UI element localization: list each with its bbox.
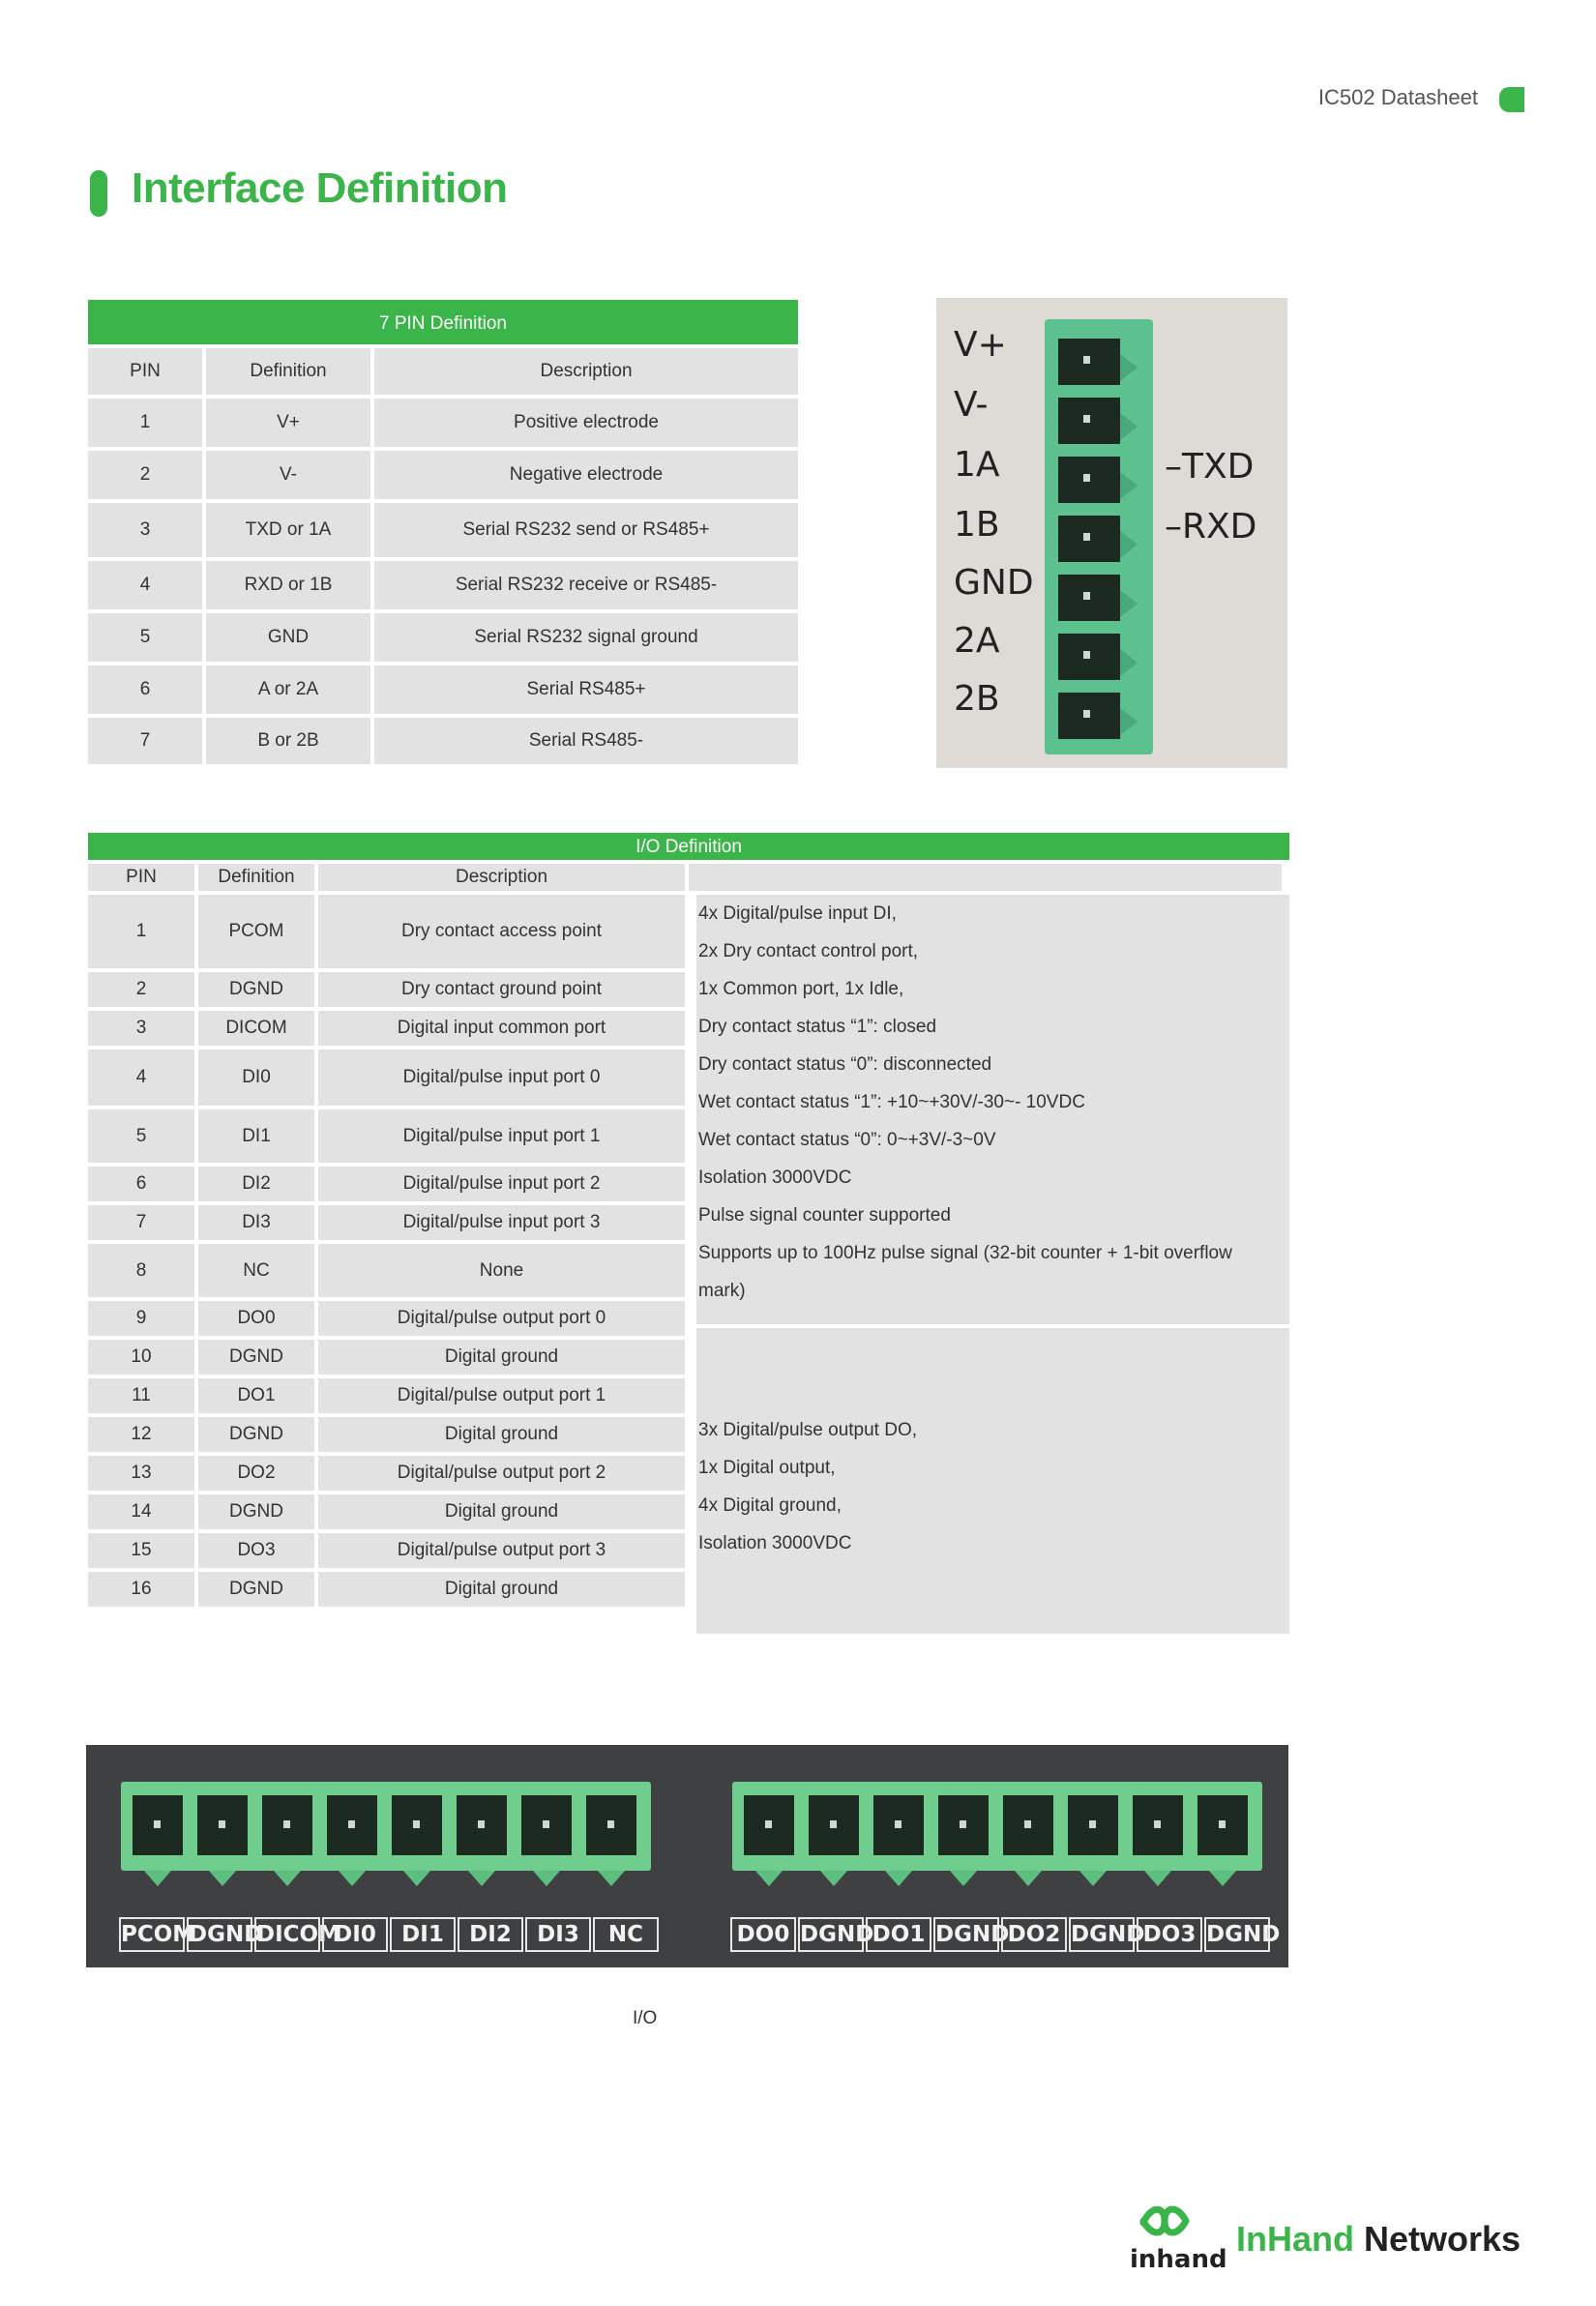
connector-side-label: –RXD bbox=[1165, 507, 1257, 547]
brand-name-green: InHand bbox=[1236, 2219, 1354, 2259]
header-tab-marker bbox=[1499, 87, 1524, 112]
connector-label: 1B bbox=[954, 505, 1000, 545]
io-description-cell: Digital/pulse output port 0 bbox=[318, 1301, 685, 1336]
section-title: Interface Definition bbox=[132, 164, 508, 212]
terminal-arrow bbox=[1120, 531, 1138, 558]
connector-label: 2A bbox=[954, 621, 1000, 661]
io-pin-cell: 8 bbox=[88, 1244, 194, 1297]
terminal-slot bbox=[392, 1795, 442, 1855]
connector-label: V+ bbox=[954, 325, 1007, 365]
io-output-note-line: 4x Digital ground, bbox=[698, 1495, 842, 1516]
io-input-note-line: 1x Common port, 1x Idle, bbox=[698, 979, 904, 999]
io-definition-cell: DICOM bbox=[198, 1011, 314, 1046]
io-description-cell: Digital/pulse input port 0 bbox=[318, 1050, 685, 1106]
terminal-slot bbox=[521, 1795, 572, 1855]
io-input-note-line: Wet contact status “1”: +10~+30V/-30~- 10VDC bbox=[698, 1092, 1085, 1112]
terminal-slot bbox=[1058, 634, 1120, 680]
io-output-notes bbox=[696, 1328, 1289, 1634]
io-definition-cell: DI2 bbox=[198, 1167, 314, 1201]
pin7-description-cell: Serial RS485+ bbox=[374, 665, 798, 714]
io-description-cell: Digital input common port bbox=[318, 1011, 685, 1046]
io-description-cell: Digital ground bbox=[318, 1572, 685, 1607]
connector-label: V- bbox=[954, 385, 989, 425]
terminal-group bbox=[732, 1782, 1262, 1871]
io-pin-cell: 9 bbox=[88, 1301, 194, 1336]
terminal-arrow bbox=[468, 1871, 495, 1886]
terminal-slot bbox=[744, 1795, 794, 1855]
pin7-connector-photo bbox=[936, 298, 1287, 768]
pin7-definition-cell: GND bbox=[206, 613, 370, 662]
io-pin-cell: 13 bbox=[88, 1456, 194, 1491]
io-pin-cell: 4 bbox=[88, 1050, 194, 1106]
pin7-pin-cell: 6 bbox=[88, 665, 202, 714]
terminal-slot bbox=[809, 1795, 859, 1855]
io-input-notes bbox=[696, 895, 1289, 1324]
terminal-slot bbox=[1068, 1795, 1118, 1855]
io-description-cell: Digital/pulse input port 1 bbox=[318, 1109, 685, 1163]
io-description-cell: Digital/pulse output port 1 bbox=[318, 1378, 685, 1413]
terminal-slot bbox=[133, 1795, 183, 1855]
io-description-cell: None bbox=[318, 1244, 685, 1297]
io-col-pin: PIN bbox=[88, 864, 194, 891]
io-description-cell: Digital/pulse output port 2 bbox=[318, 1456, 685, 1491]
io-pin-cell: 14 bbox=[88, 1494, 194, 1529]
terminal-label-strip bbox=[119, 1917, 661, 1952]
io-input-note-line: Wet contact status “0”: 0~+3V/-3~0V bbox=[698, 1130, 996, 1150]
brand-name-black: Networks bbox=[1364, 2219, 1522, 2259]
terminal-label: DO1 bbox=[866, 1917, 931, 1952]
pin7-row bbox=[88, 399, 798, 447]
io-connector-photo bbox=[86, 1745, 1288, 1967]
io-output-note-line: Isolation 3000VDC bbox=[698, 1533, 852, 1553]
terminal-label: DICOM bbox=[254, 1917, 320, 1952]
io-table-title: I/O Definition bbox=[88, 833, 1289, 860]
connector-label: 2B bbox=[954, 679, 1000, 719]
io-pin-cell: 5 bbox=[88, 1109, 194, 1163]
pin7-definition-cell: A or 2A bbox=[206, 665, 370, 714]
io-pin-cell: 3 bbox=[88, 1011, 194, 1046]
io-pin-cell: 7 bbox=[88, 1205, 194, 1240]
terminal-arrow bbox=[1120, 472, 1138, 499]
io-input-note-line: Pulse signal counter supported bbox=[698, 1205, 951, 1226]
terminal-label: DI3 bbox=[525, 1917, 591, 1952]
io-col-notes bbox=[689, 864, 1282, 891]
terminal-slot bbox=[197, 1795, 248, 1855]
terminal-arrow bbox=[1120, 649, 1138, 676]
io-header-row bbox=[88, 864, 1289, 891]
terminal-slot bbox=[938, 1795, 989, 1855]
io-definition-cell: DGND bbox=[198, 1340, 314, 1375]
pin7-row bbox=[88, 718, 798, 764]
terminal-arrow bbox=[598, 1871, 625, 1886]
io-definition-cell: NC bbox=[198, 1244, 314, 1297]
io-description-cell: Digital ground bbox=[318, 1417, 685, 1452]
io-description-cell: Digital/pulse input port 2 bbox=[318, 1167, 685, 1201]
io-input-note-line: 2x Dry contact control port, bbox=[698, 941, 919, 961]
terminal-arrow bbox=[885, 1871, 912, 1886]
terminal-arrow bbox=[144, 1871, 171, 1886]
pin7-col-definition: Definition bbox=[206, 348, 370, 395]
io-pin-cell: 16 bbox=[88, 1572, 194, 1607]
pin7-row bbox=[88, 451, 798, 499]
io-input-note-line: mark) bbox=[698, 1281, 746, 1301]
terminal-arrow bbox=[755, 1871, 783, 1886]
terminal-label: DI2 bbox=[458, 1917, 523, 1952]
io-table bbox=[88, 833, 1289, 1607]
terminal-label: DO2 bbox=[1001, 1917, 1067, 1952]
pin7-col-description: Description bbox=[374, 348, 798, 395]
connector-side-label: –TXD bbox=[1165, 447, 1255, 487]
pin7-pin-cell: 4 bbox=[88, 561, 202, 609]
pin7-description-cell: Negative electrode bbox=[374, 451, 798, 499]
terminal-arrow bbox=[209, 1871, 236, 1886]
pin7-col-pin: PIN bbox=[88, 348, 202, 395]
terminal-arrow bbox=[1120, 354, 1138, 381]
inhand-logo-icon bbox=[1130, 2202, 1227, 2279]
terminal-slot bbox=[1003, 1795, 1053, 1855]
terminal-slot bbox=[1058, 575, 1120, 621]
pin7-pin-cell: 2 bbox=[88, 451, 202, 499]
terminal-slot bbox=[873, 1795, 924, 1855]
io-definition-cell: DO0 bbox=[198, 1301, 314, 1336]
terminal-slot bbox=[457, 1795, 507, 1855]
terminal-block bbox=[1045, 319, 1153, 754]
pin7-row bbox=[88, 665, 798, 714]
terminal-label-strip bbox=[730, 1917, 1281, 1952]
terminal-arrow bbox=[1144, 1871, 1171, 1886]
terminal-slot bbox=[327, 1795, 377, 1855]
terminal-slot bbox=[1058, 693, 1120, 739]
io-pin-cell: 10 bbox=[88, 1340, 194, 1375]
pin7-definition-cell: RXD or 1B bbox=[206, 561, 370, 609]
terminal-slot bbox=[1197, 1795, 1248, 1855]
io-input-note-line: Dry contact status “1”: closed bbox=[698, 1017, 937, 1037]
terminal-arrow bbox=[820, 1871, 847, 1886]
pin7-pin-cell: 3 bbox=[88, 503, 202, 557]
inhand-logo-mark-text: inhand bbox=[1130, 2245, 1227, 2274]
terminal-label: DGND bbox=[798, 1917, 864, 1952]
terminal-arrow bbox=[1120, 708, 1138, 735]
io-input-note-line: Supports up to 100Hz pulse signal (32-bit counter + 1-bit overflow bbox=[698, 1243, 1232, 1263]
io-definition-cell: DGND bbox=[198, 972, 314, 1007]
terminal-slot bbox=[1058, 516, 1120, 562]
terminal-label: DO3 bbox=[1137, 1917, 1202, 1952]
terminal-label: DO0 bbox=[730, 1917, 796, 1952]
io-definition-cell: DI0 bbox=[198, 1050, 314, 1106]
pin7-definition-cell: V+ bbox=[206, 399, 370, 447]
pin7-definition-cell: V- bbox=[206, 451, 370, 499]
terminal-label: PCOM bbox=[119, 1917, 185, 1952]
terminal-arrow bbox=[1079, 1871, 1107, 1886]
io-definition-cell: DO3 bbox=[198, 1533, 314, 1568]
io-output-note-line: 3x Digital/pulse output DO, bbox=[698, 1420, 918, 1440]
terminal-label: DGND bbox=[1069, 1917, 1135, 1952]
brand-name bbox=[1236, 2219, 1521, 2260]
terminal-arrow bbox=[1209, 1871, 1236, 1886]
io-definition-cell: DI3 bbox=[198, 1205, 314, 1240]
io-output-note-line: 1x Digital output, bbox=[698, 1458, 836, 1478]
io-description-cell: Digital ground bbox=[318, 1494, 685, 1529]
io-definition-cell: DGND bbox=[198, 1417, 314, 1452]
pin7-pin-cell: 7 bbox=[88, 718, 202, 764]
io-definition-cell: DGND bbox=[198, 1572, 314, 1607]
terminal-label: DI1 bbox=[390, 1917, 456, 1952]
terminal-arrow bbox=[950, 1871, 977, 1886]
pin7-definition-cell: TXD or 1A bbox=[206, 503, 370, 557]
terminal-label: DGND bbox=[933, 1917, 999, 1952]
io-pin-cell: 15 bbox=[88, 1533, 194, 1568]
io-input-note-line: Isolation 3000VDC bbox=[698, 1168, 852, 1188]
pin7-table bbox=[88, 300, 798, 764]
io-description-cell: Digital/pulse input port 3 bbox=[318, 1205, 685, 1240]
pin7-pin-cell: 1 bbox=[88, 399, 202, 447]
terminal-arrow bbox=[403, 1871, 430, 1886]
io-description-cell: Digital/pulse output port 3 bbox=[318, 1533, 685, 1568]
terminal-arrow bbox=[274, 1871, 301, 1886]
connector-label: 1A bbox=[954, 445, 1000, 485]
connector-label: GND bbox=[954, 563, 1034, 603]
terminal-label: DI0 bbox=[322, 1917, 388, 1952]
terminal-label: NC bbox=[593, 1917, 659, 1952]
pin7-row bbox=[88, 503, 798, 557]
terminal-slot bbox=[262, 1795, 312, 1855]
pin7-row bbox=[88, 561, 798, 609]
terminal-arrow bbox=[339, 1871, 366, 1886]
section-marker bbox=[90, 170, 107, 217]
pin7-description-cell: Serial RS232 send or RS485+ bbox=[374, 503, 798, 557]
io-description-cell: Digital ground bbox=[318, 1340, 685, 1375]
terminal-group bbox=[121, 1782, 651, 1871]
pin7-description-cell: Serial RS485- bbox=[374, 718, 798, 764]
io-col-description: Description bbox=[318, 864, 685, 891]
terminal-slot bbox=[1058, 398, 1120, 444]
terminal-arrow bbox=[533, 1871, 560, 1886]
io-col-definition: Definition bbox=[198, 864, 314, 891]
terminal-label: DGND bbox=[1204, 1917, 1270, 1952]
pin7-definition-cell: B or 2B bbox=[206, 718, 370, 764]
pin7-header-row bbox=[88, 348, 798, 395]
io-pin-cell: 1 bbox=[88, 895, 194, 968]
io-description-cell: Dry contact access point bbox=[318, 895, 685, 968]
io-pin-cell: 2 bbox=[88, 972, 194, 1007]
io-description-cell: Dry contact ground point bbox=[318, 972, 685, 1007]
terminal-slot bbox=[1058, 457, 1120, 503]
pin7-description-cell: Serial RS232 signal ground bbox=[374, 613, 798, 662]
io-caption: I/O bbox=[633, 2008, 658, 2028]
terminal-arrow bbox=[1015, 1871, 1042, 1886]
io-definition-cell: DO1 bbox=[198, 1378, 314, 1413]
io-definition-cell: DI1 bbox=[198, 1109, 314, 1163]
io-pin-cell: 6 bbox=[88, 1167, 194, 1201]
terminal-slot bbox=[586, 1795, 636, 1855]
pin7-table-title: 7 PIN Definition bbox=[88, 300, 798, 344]
io-definition-cell: DGND bbox=[198, 1494, 314, 1529]
terminal-label: DGND bbox=[187, 1917, 252, 1952]
terminal-arrow bbox=[1120, 413, 1138, 440]
pin7-pin-cell: 5 bbox=[88, 613, 202, 662]
io-pin-cell: 12 bbox=[88, 1417, 194, 1452]
pin7-description-cell: Serial RS232 receive or RS485- bbox=[374, 561, 798, 609]
io-input-note-line: Dry contact status “0”: disconnected bbox=[698, 1054, 992, 1075]
io-definition-cell: DO2 bbox=[198, 1456, 314, 1491]
io-input-note-line: 4x Digital/pulse input DI, bbox=[698, 903, 897, 924]
document-title: IC502 Datasheet bbox=[1317, 85, 1478, 109]
terminal-slot bbox=[1133, 1795, 1183, 1855]
terminal-arrow bbox=[1120, 590, 1138, 617]
terminal-slot bbox=[1058, 339, 1120, 385]
pin7-row bbox=[88, 613, 798, 662]
io-definition-cell: PCOM bbox=[198, 895, 314, 968]
io-pin-cell: 11 bbox=[88, 1378, 194, 1413]
pin7-description-cell: Positive electrode bbox=[374, 399, 798, 447]
